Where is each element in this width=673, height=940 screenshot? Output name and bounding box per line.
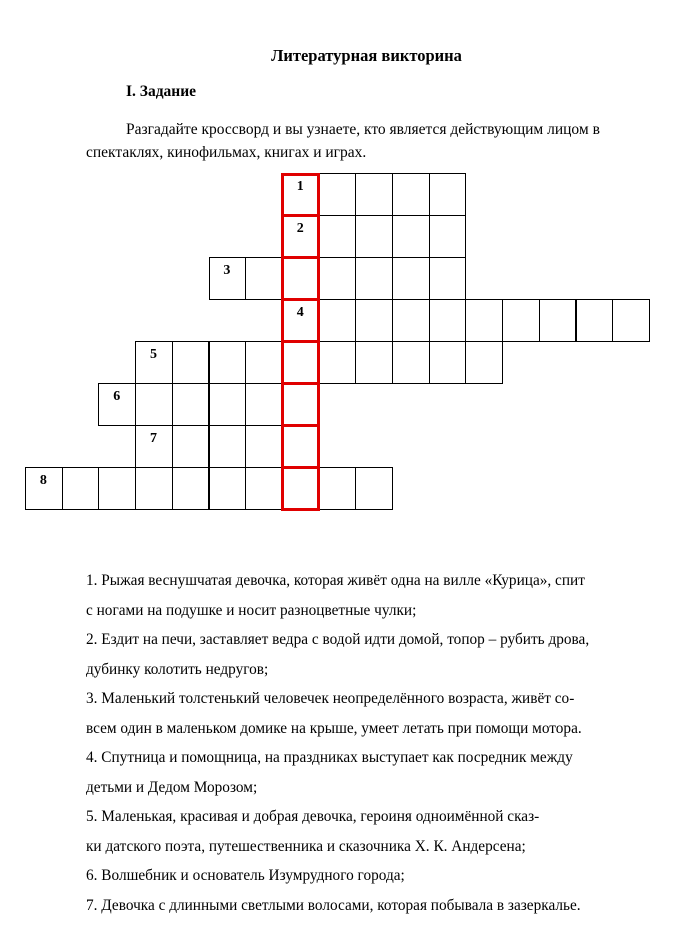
clue-line: детьми и Дедом Морозом;: [86, 778, 258, 796]
crossword-cell[interactable]: [355, 173, 393, 216]
crossword-cell[interactable]: [319, 467, 357, 510]
crossword-cell[interactable]: [502, 299, 540, 342]
clue-number-label: 1: [296, 179, 304, 194]
crossword-cell[interactable]: [209, 467, 247, 510]
section-heading: I. Задание: [126, 83, 197, 100]
crossword-cell[interactable]: [355, 215, 393, 258]
crossword-cell[interactable]: [392, 215, 430, 258]
keyword-column-divider: [281, 256, 320, 259]
crossword-cell[interactable]: [245, 341, 283, 384]
clue-line: с ногами на подушке и носит разноцветные чулки;: [86, 601, 417, 619]
clue-item: [86, 743, 661, 802]
crossword-cell[interactable]: [429, 257, 467, 300]
clue-number-label: 8: [39, 473, 47, 488]
keyword-column-divider: [281, 466, 320, 469]
page-title: Литературная викторина: [271, 46, 462, 65]
crossword-cell[interactable]: [319, 341, 357, 384]
crossword-cell[interactable]: [319, 173, 357, 216]
clue-number-label: 4: [296, 305, 304, 320]
crossword-cell[interactable]: [135, 467, 173, 510]
crossword-cell[interactable]: [355, 341, 393, 384]
clue-line: всем один в маленьком домике на крыше, умеет летать при помощи мотора.: [86, 719, 582, 737]
crossword-cell[interactable]: [392, 173, 430, 216]
crossword-cell[interactable]: [429, 215, 467, 258]
crossword-cell[interactable]: [355, 257, 393, 300]
crossword-cell[interactable]: [539, 299, 577, 342]
crossword-cell[interactable]: [172, 425, 210, 468]
keyword-column-divider: [281, 340, 320, 343]
crossword-cell[interactable]: [429, 299, 467, 342]
clue-item: [86, 625, 661, 684]
clue-number-label: 2: [296, 221, 304, 236]
crossword-cell[interactable]: [355, 467, 393, 510]
crossword-cell[interactable]: [392, 257, 430, 300]
clue-number-label: 5: [149, 347, 157, 362]
crossword-cell[interactable]: [355, 299, 393, 342]
crossword-cell[interactable]: [245, 257, 283, 300]
keyword-column-divider: [281, 382, 320, 385]
crossword-cell[interactable]: [209, 341, 247, 384]
clue-item: [86, 891, 661, 921]
clue-item: [86, 861, 661, 891]
crossword-cell[interactable]: [612, 299, 650, 342]
clue-item: [86, 684, 661, 743]
crossword-cell[interactable]: [465, 341, 503, 384]
clue-line: 3. Маленький толстенький человечек неопределённого возраста, живёт со-: [86, 690, 575, 707]
instructions-text: Разгадайте кроссворд и вы узнаете, кто является действующим лицом в спектаклях, кинофильмах, книгах и играх.: [86, 121, 600, 161]
crossword-cell[interactable]: [319, 257, 357, 300]
crossword-cell[interactable]: [245, 383, 283, 426]
keyword-column-divider: [281, 424, 320, 427]
crossword-cell[interactable]: [429, 173, 467, 216]
crossword-cell[interactable]: [319, 299, 357, 342]
clue-line: ки датского поэта, путешественника и сказочника Х. К. Андерсена;: [86, 837, 526, 855]
crossword-cell[interactable]: [172, 341, 210, 384]
clue-number-label: 6: [113, 389, 121, 404]
clue-line: дубинку колотить недругов;: [86, 660, 269, 678]
clue-line: 7. Девочка с длинными светлыми волосами, которая побывала в зазеркалье.: [86, 896, 581, 914]
crossword-cell[interactable]: [62, 467, 100, 510]
clue-number-label: 7: [149, 431, 157, 446]
clue-line: 2. Ездит на печи, заставляет ведра с водой идти домой, топор – рубить дрова,: [86, 631, 590, 648]
clues-list: [86, 566, 661, 920]
crossword-cell[interactable]: [209, 425, 247, 468]
clue-line: 6. Волшебник и основатель Изумрудного города;: [86, 867, 405, 884]
crossword-cell[interactable]: [576, 299, 614, 342]
crossword-cell[interactable]: [209, 383, 247, 426]
crossword-cell[interactable]: [245, 467, 283, 510]
crossword-cell[interactable]: [465, 299, 503, 342]
crossword-cell[interactable]: [245, 425, 283, 468]
clue-line: 4. Спутница и помощница, на праздниках выступает как посредник между: [86, 749, 573, 766]
crossword-cell[interactable]: [429, 341, 467, 384]
crossword-cell[interactable]: [135, 383, 173, 426]
clue-line: 5. Маленькая, красивая и добрая девочка, героиня одноимённой сказ-: [86, 808, 540, 825]
keyword-column-divider: [281, 214, 320, 217]
crossword-cell[interactable]: [172, 383, 210, 426]
clue-item: [86, 566, 661, 625]
crossword-cell[interactable]: [172, 467, 210, 510]
crossword-cell[interactable]: [392, 341, 430, 384]
crossword-cell[interactable]: [98, 467, 136, 510]
clue-line: 1. Рыжая веснушчатая девочка, которая живёт одна на вилле «Курица», спит: [86, 572, 585, 589]
crossword-cell[interactable]: [392, 299, 430, 342]
clue-item: [86, 802, 661, 861]
keyword-column-divider: [281, 298, 320, 301]
clue-number-label: 3: [223, 263, 231, 278]
crossword-cell[interactable]: [319, 215, 357, 258]
